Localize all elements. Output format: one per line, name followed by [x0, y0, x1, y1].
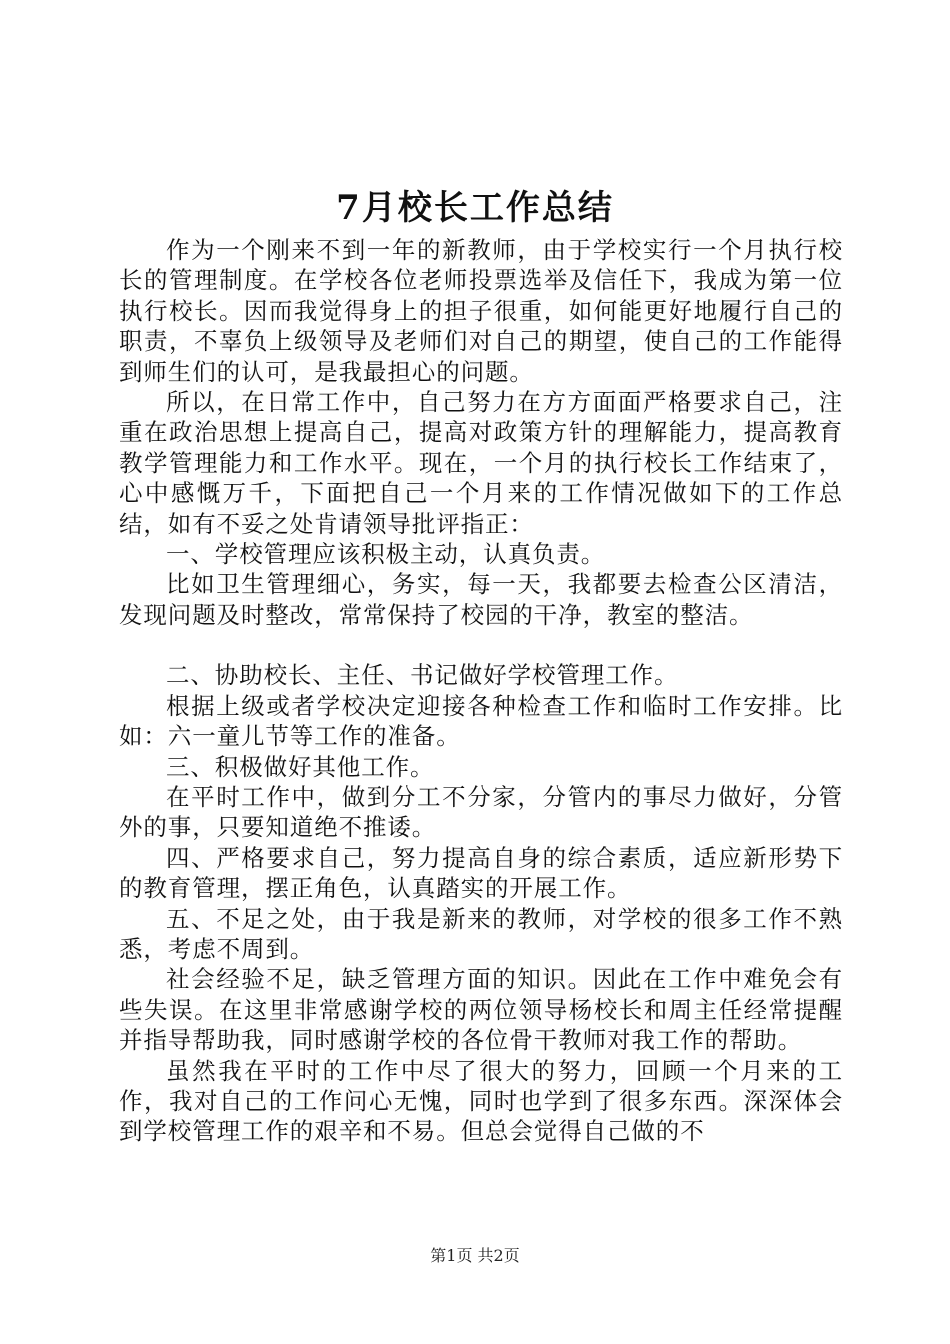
page-number-footer: 第1页 共2页	[430, 1246, 520, 1265]
document-body	[119, 235, 843, 1147]
section-heading: 三、积极做好其他工作。	[166, 752, 435, 781]
paragraph: 所以，在日常工作中，自己努力在方方面面严格要求自己，注重在政治思想上提高自己，提高对政策方针的理解能力，提高教育教学管理能力和工作水平。现在，一个月的执行校长工作结束了，心中感慨万千，下面把自己一个月来的工作情况做如下的工作总结，如有不妥之处肯请领导批评指正：	[119, 388, 843, 538]
blank-line	[119, 630, 843, 660]
paragraph: 比如卫生管理细心，务实，每一天，我都要去检查公区清洁，发现问题及时整改，常常保持了校园的干净，教室的整洁。	[119, 570, 843, 629]
paragraph: 社会经验不足，缺乏管理方面的知识。因此在工作中难免会有些失误。在这里非常感谢学校的两位领导杨校长和周主任经常提醒并指导帮助我，同时感谢学校的各位骨干教师对我工作的帮助。	[119, 965, 843, 1055]
section-heading: 一、学校管理应该积极主动，认真负责。	[166, 540, 606, 569]
paragraph: 根据上级或者学校决定迎接各种检查工作和临时工作安排。比如：六一童儿节等工作的准备。	[119, 691, 843, 751]
paragraph: 在平时工作中，做到分工不分家，分管内的事尽力做好，分管外的事，只要知道绝不推诿。	[119, 782, 843, 842]
document-title: 7月校长工作总结	[336, 188, 614, 228]
paragraph: 虽然我在平时的工作中尽了很大的努力，回顾一个月来的工作，我对自己的工作问心无愧，同时也学到了很多东西。深深体会到学校管理工作的艰辛和不易。但总会觉得自己做的不	[119, 1056, 843, 1146]
section-heading: 二、协助校长、主任、书记做好学校管理工作。	[166, 661, 679, 690]
section-heading: 四、严格要求自己，努力提高自身的综合素质，适应新形势下的教育管理，摆正角色，认真踏实的开展工作。	[119, 843, 843, 903]
paragraph: 作为一个刚来不到一年的新教师，由于学校实行一个月执行校长的管理制度。在学校各位老师投票选举及信任下，我成为第一位执行校长。因而我觉得身上的担子很重，如何能更好地履行自己的职责，不辜负上级领导及老师们对自己的期望，使自己的工作能得到师生们的认可，是我最担心的问题。	[119, 236, 843, 386]
section-heading: 五、不足之处，由于我是新来的教师，对学校的很多工作不熟悉，考虑不周到。	[119, 904, 843, 963]
